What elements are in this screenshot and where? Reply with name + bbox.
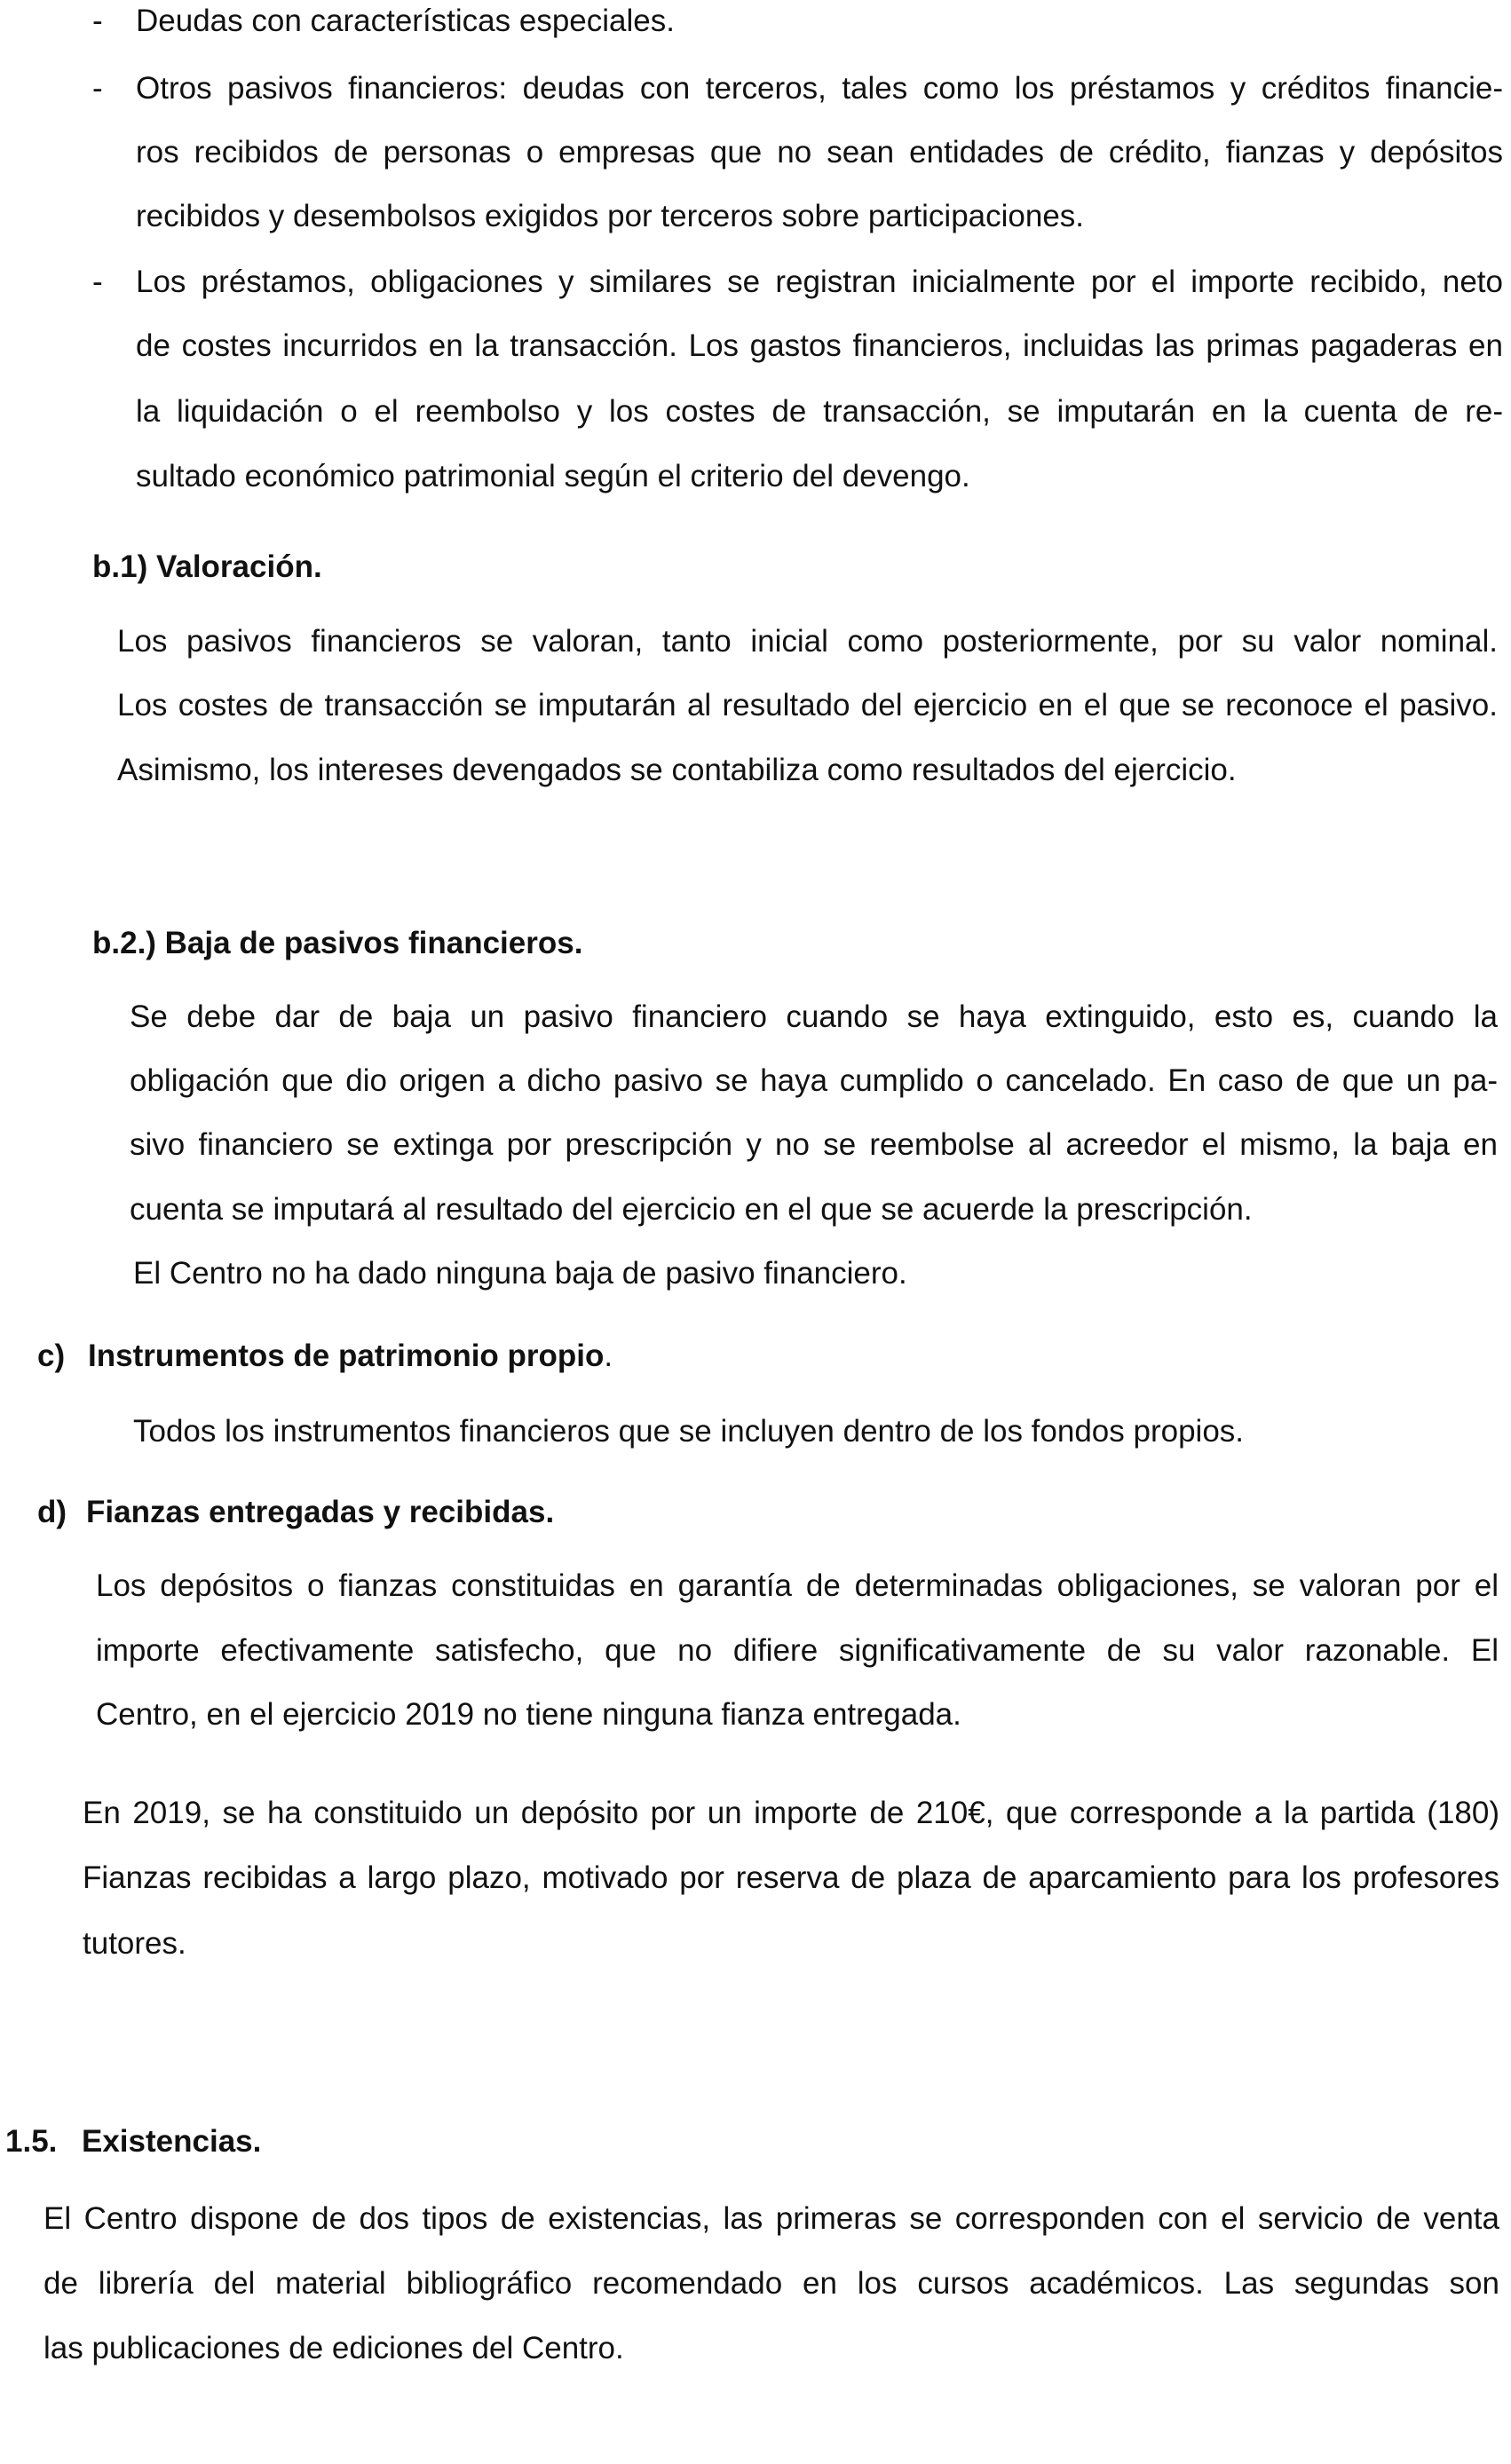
bullet-text: recibidos y desembolsos exigidos por terceros sobre participaciones. <box>136 199 1085 233</box>
bullet-text: sultado económico patrimonial según el criterio del devengo. <box>136 459 970 494</box>
paragraph-line: Se debe dar de baja un pasivo financiero cuando se haya extinguido, esto es, cuando la <box>130 999 1498 1034</box>
section-number: 1.5. <box>5 2124 58 2159</box>
paragraph-line: las publicaciones de ediciones del Centro. <box>44 2331 624 2365</box>
paragraph-line: Fianzas recibidas a largo plazo, motivado por reserva de plaza de aparcamiento para los profesores <box>83 1860 1499 1895</box>
paragraph-line: tutores. <box>83 1926 186 1961</box>
bullet-text: de costes incurridos en la transacción. Los gastos financieros, incluidas las primas pagaderas en <box>136 328 1503 363</box>
paragraph-line: Los depósitos o fianzas constituidas en garantía de determinadas obligaciones, se valoran por el <box>96 1568 1499 1603</box>
section-letter: d) <box>37 1495 67 1529</box>
paragraph-line: En 2019, se ha constituido un depósito por un importe de 210€, que corresponde a la partida (180) <box>83 1796 1499 1830</box>
paragraph-line: Los costes de transacción se imputarán al resultado del ejercicio en el que se reconoce el pasivo. <box>117 688 1498 723</box>
section-heading: b.2.) Baja de pasivos financieros. <box>92 926 583 960</box>
bullet-dash: - <box>92 265 103 299</box>
bullet-text: Los préstamos, obligaciones y similares se registran inicialmente por el importe recibido, neto <box>136 265 1503 299</box>
bullet-text: Deudas con características especiales. <box>136 4 675 38</box>
paragraph-line: cuenta se imputará al resultado del ejercicio en el que se acuerde la prescripción. <box>130 1192 1253 1227</box>
paragraph-line: importe efectivamente satisfecho, que no difiere significativamente de su valor razonable. El <box>96 1633 1499 1668</box>
paragraph-line: de librería del material bibliográfico recomendado en los cursos académicos. Las segundas son <box>44 2266 1499 2301</box>
paragraph-line: Centro, en el ejercicio 2019 no tiene ninguna fianza entregada. <box>96 1697 961 1732</box>
section-heading: Existencias. <box>82 2124 262 2159</box>
section-heading: Fianzas entregadas y recibidas. <box>86 1495 555 1529</box>
paragraph-line: Los pasivos financieros se valoran, tanto inicial como posteriormente, por su valor nominal. <box>117 624 1498 659</box>
section-heading: b.1) Valoración. <box>92 549 322 584</box>
section-heading: Instrumentos de patrimonio propio <box>88 1339 605 1373</box>
paragraph-line: Todos los instrumentos financieros que se incluyen dentro de los fondos propios. <box>133 1414 1245 1449</box>
bullet-text: la liquidación o el reembolso y los costes de transacción, se imputarán en la cuenta de re- <box>136 394 1503 429</box>
paragraph-note: El Centro no ha dado ninguna baja de pasivo financiero. <box>133 1256 907 1291</box>
section-letter: c) <box>37 1339 66 1373</box>
paragraph-line: sivo financiero se extinga por prescripción y no se reembolse al acreedor el mismo, la baja en <box>130 1127 1498 1162</box>
paragraph-line: Asimismo, los intereses devengados se contabiliza como resultados del ejercicio. <box>117 753 1237 787</box>
bullet-text: Otros pasivos financieros: deudas con terceros, tales como los préstamos y créditos financie- <box>136 71 1503 106</box>
bullet-dash: - <box>92 71 103 106</box>
bullet-text: ros recibidos de personas o empresas que no sean entidades de crédito, fianzas y depósitos <box>136 135 1503 170</box>
heading-period: . <box>604 1339 613 1373</box>
paragraph-line: obligación que dio origen a dicho pasivo se haya cumplido o cancelado. En caso de que un pa- <box>130 1063 1498 1098</box>
section-heading-line <box>88 1339 613 1374</box>
paragraph-line: El Centro dispone de dos tipos de existencias, las primeras se corresponden con el servicio de venta <box>44 2201 1499 2236</box>
bullet-dash: - <box>92 4 103 38</box>
